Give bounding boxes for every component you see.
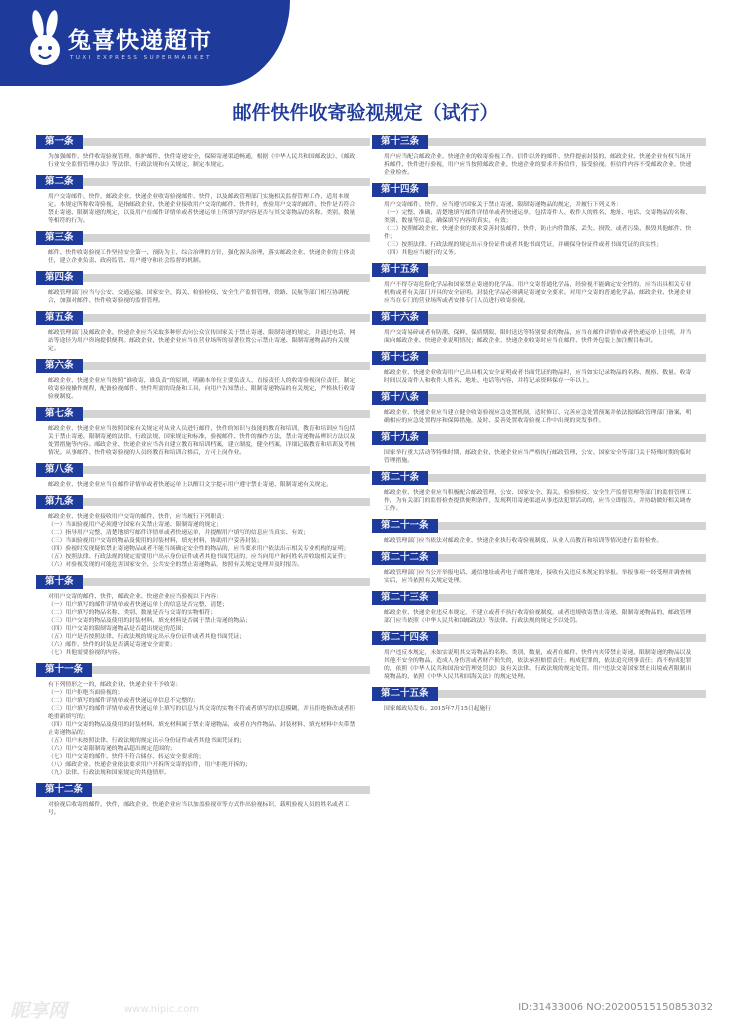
article-header [372,135,706,149]
article-header [36,175,370,189]
article-body: 邮政管理部门应当公开举报电话、通信地址或者电子邮件地址，接收有关违反本规定的举报。举报事项一经受理并调查核实后，应当依照有关规定处理。 [384,570,692,584]
header-bar [36,578,370,586]
article-body: 用户应当配合邮政企业、快递企业的收寄验视工作。信件以外的邮件、快件提前封装的，邮政企业、快递企业有权当场开拆邮件、快件进行验视，用户应当按照邮政企业、快递企业的要求开拆信件，接受验视。但信件内容不受邮政企业、快递企业检查。 [384,154,692,176]
article-header [372,431,706,445]
article-header [372,591,706,605]
article-header [372,551,706,565]
header-bar [36,362,370,370]
article-label: 第二十四条 [372,631,438,645]
article [372,687,706,713]
article-body: 邮政管理部门应当依法对邮政企业、快递企业执行收寄验视制度、从业人员教育和培训等情况进行监督检查。 [384,538,663,544]
article [36,231,370,265]
article [372,631,706,681]
right-column [372,135,706,990]
article-body: 用户交寄易碎或者有防潮、保鲜、保质期限、限时送达等特别要求的物品，应当在邮件详情单或者快递运单上注明，并当面向邮政企业、快递企业说明情况；邮政企业、快递企业收寄时应当在邮件、快件外包装上加注醒目标识。 [384,330,692,344]
brand-name: 兔喜快递超市 [68,28,212,54]
article-header [36,407,370,421]
article-label: 第十一条 [36,663,92,677]
article-body: 用户交寄邮件、快件，应当遵守国家关于禁止寄递、限制寄递物品的规定，并履行下列义务： （一）完整、准确、清楚地填写邮件详情单或者快递运单，包括寄件人、收件人的姓名、地址、电话、交寄物品的名称、类别、数量等信息，确保填写内容的真实、有效； （二）按照邮政企业、快递企业的要求妥善封装邮件、快件，防止内件散落、丢失、损毁，或者污染、损毁其他邮件、快件； （三）按照法律、行政法规的规定出示身份证件或者其他书面凭证，并确保身份证件或者书面凭证的真实性； （四）其他应当履行的义务。 [384,202,692,256]
article-label: 第四条 [36,271,83,285]
article [36,359,370,401]
header-bar [36,234,370,242]
article-label: 第十五条 [372,263,428,277]
article-label: 第二条 [36,175,83,189]
article-label: 第三条 [36,231,83,245]
article-body: 用户交寄邮件、快件，邮政企业、快递企业收寄验视邮件、快件，以及邮政管理部门实施相关监督管理工作，适用本规定。本规定所称收寄验视，是指邮政企业、快递企业接收用户交寄的邮件、快件时，查验用户交寄的邮件、快件是否符合禁止寄递、限制寄递的规定，以及用户在邮件详情单或者快递运单上所填写的内容是否与其交寄物品的名称、类别、数量等相符的行为。 [48,194,356,224]
article [36,575,370,657]
article-body: 国家举行重大活动等特殊时期，邮政企业、快递企业应当严格执行邮政管理、公安、国家安全等部门关于特殊时期的临时管理措施。 [384,450,692,464]
article-label: 第一条 [36,135,83,149]
article [372,351,706,385]
article-header [372,311,706,325]
header-bar [36,410,370,418]
article-body: 为加强邮件、快件收寄验视管理，维护邮件、快件寄递安全，保障寄递渠道畅通，根据《中华人民共和国邮政法》、《邮政行业安全监督管理办法》等法律、行政法规和有关规定，制定本规定。 [48,154,356,168]
watermark-url: www.nipic.com [124,1004,200,1015]
article-header [36,783,370,797]
article-label: 第十二条 [36,783,92,797]
header-bar [36,178,370,186]
brand-subtitle: TUXI EXPRESS SUPERMARKET [70,55,213,61]
article [372,183,706,257]
article-label: 第二十三条 [372,591,438,605]
article-body: 对验视后收寄的邮件、快件，邮政企业、快递企业应当以加盖验视章等方式作出验视标识，载明验视人员的姓名或者工号。 [48,802,350,816]
article-body: 对用户交寄的邮件、快件，邮政企业、快递企业应当验视以下内容： （一）用户填写的邮件详情单或者快递运单上的信息是否完整、清楚； （二）用户填写的物品名称、类别、数量是否与交寄的实物相符； （三）用户交寄的物品及使用的封装材料、填充材料是否属于禁止寄递的物品； （四）用户交寄的限制寄递物品是否超出规定的范围； （五）用户是否按照法律、行政法规的规定出示身份证件或者其他书面凭证； （六）邮件、快件的封装是否满足寄递安全需要； （七）其他需要验视的内容。 [48,594,251,656]
header-bar [36,498,370,506]
article-body: 邮政企业、快递企业接收用户交寄的邮件、快件，应当履行下列职责： （一）当面验视用户必须遵守国家有关禁止寄递、限制寄递的规定； （二）指导用户完整、清楚地填写邮件详情单或者快递运单，并提醒用户填写的信息应当真实、有效； （三）当面验视用户交寄的物品及使用的封装材料，填充材料，协助用户妥善封装； （四）验视时发现疑似禁止寄递物品或者不能当场确定安全性的物品的，应当要求用户依法出示相关专业机构的证明； （五）按照法律、行政法规的规定需要用户出示身份证件或者其他书面凭证的，应当向用户询问姓名并收取相关证件； （六）对验视发现的可能危害国家安全、公共安全的禁止寄递物品，按照有关规定处理并及时报告。 [48,514,350,568]
article-body: 邮件、快件收寄验视工作坚持安全第一、预防为主、综合治理的方针，强化源头治理，落实邮政企业、快递企业的主体责任，建立企业负责、政府监管、用户遵守和社会监督的机制。 [48,250,356,264]
article [36,783,370,817]
article [372,391,706,425]
article-label: 第九条 [36,495,83,509]
article [36,311,370,353]
article-label: 第五条 [36,311,83,325]
left-column [36,135,370,990]
article-label: 第十条 [36,575,83,589]
rabbit-logo-icon [24,10,66,70]
article-label: 第七条 [36,407,83,421]
article [372,311,706,345]
article-label: 第二十二条 [372,551,438,565]
article [36,495,370,569]
article [36,407,370,457]
article-header [372,631,706,645]
article-header [372,519,706,533]
article-header [36,663,370,677]
article-body: 邮政企业、快递企业应当按照国家有关规定对从业人员进行邮件、快件的知识与技能的教育和培训，教育和培训应当包括关于禁止寄递、限制寄递的法律、行政法规、国家规定和标准，验视邮件、快件的操作方法，禁止寄递物品辨识方法以及处置措施等内容。邮政企业、快递企业应当各自建立教育和培训档案，建立制度，健全档案，详细记载教育和培训及考核情况。从事邮件、快件收寄验视的人员经教育和培训合格后，方可上岗作业。 [48,426,356,456]
article-label: 第十八条 [372,391,428,405]
article-body: 邮政管理部门应当与公安、交通运输、国家安全、海关、检验检疫、安全生产监督管理、铁路、民航等部门相互协调配合，加强对邮件、快件收寄验视的监督管理。 [48,290,350,304]
article-header [372,351,706,365]
article-label: 第十六条 [372,311,428,325]
article [372,263,706,305]
article-label: 第八条 [36,463,83,477]
footer [0,990,731,1024]
header-banner [0,0,290,86]
document-title: 邮件快件收寄验视规定（试行） [232,102,499,124]
article [372,591,706,625]
article-header [36,463,370,477]
article-body: 邮政企业、快递企业收寄用户已出具相关安全证明或者书面凭证的物品时，应当如实记录物品的名称、规格、数量、收寄时间以及寄件人和收件人姓名、地址、电话等内容，并将记录资料保存一年以上。 [384,370,692,384]
article [372,471,706,513]
article-body: 国家邮政局发布。2015年7月15日起施行 [384,706,491,712]
article-header [372,183,706,197]
article [36,135,370,169]
article-label: 第二十条 [372,471,428,485]
article [36,663,370,777]
article-header [36,495,370,509]
article-header [36,135,370,149]
article-header [36,311,370,325]
article-label: 第六条 [36,359,83,373]
header-bar [36,314,370,322]
article-label: 第十七条 [372,351,428,365]
article-header [372,391,706,405]
article-header [36,359,370,373]
article-body: 邮政企业、快递企业应当在邮件详情单或者快递运单上以醒目文字提示用户遵守禁止寄递、限制寄递有关规定。 [48,482,333,488]
article [372,551,706,585]
article-label: 第十九条 [372,431,428,445]
article-label: 第二十五条 [372,687,438,701]
article-header [36,271,370,285]
article-body: 邮政企业、快递企业应当按照“谁收寄，谁负责”的原则，明确本单位主要负责人、直接责任人的收寄验视岗位责任，制定收寄验视操作规程，配备验视邮件、快件所需的设备和工具，向用户告知禁止、限制寄递物品的有关规定，严格执行收寄验视制度。 [48,378,356,400]
article-header [372,263,706,277]
article-body: 有下列情形之一的，邮政企业、快递企业不予收寄： （一）用户拒绝当面验视的； （二）用户填写的邮件详情单或者快递运单信息不完整的； （三）用户填写的邮件详情单或者快递运单上填写的信息与其交寄的实物不符或者填写的信息模糊，并且拒绝修改或者拒绝重新填写的； （四）用户交寄的物品及使用的封装材料、填充材料属于禁止寄递物品，或者在内件物品、封装材料、填充材料中夹带禁止寄递物品的； （五）用户未按照法律、行政法规的规定出示身份证件或者其他书面凭证的； （六）用户交寄限制寄递的物品超出规定范围的； （七）用户交寄的邮件、快件不符合储存、转运安全要求的； （八）邮政企业、快递企业依法要求用户开拆所交寄的信件，用户拒绝开拆的； （九）法律、行政法规和国家规定的其他情形。 [48,682,356,776]
article [36,271,370,305]
article-body: 邮政企业、快递企业应当建立健全收寄验视应急处置机制，适时修订、完善应急处置预案并依法报邮政管理部门备案，明确相应的应急处置程序和保障措施，及时、妥善处置收寄验视工作中出现的突发事件。 [384,410,692,424]
article-label: 第十三条 [372,135,428,149]
header-bar [36,138,370,146]
article-header [36,231,370,245]
article-body: 邮政企业、快递企业违反本规定，不建立或者不执行收寄验视制度，或者违规收寄禁止寄递、限制寄递物品的，邮政管理部门应当依照《中华人民共和国邮政法》等法律、行政法规的规定予以处罚。 [384,610,692,624]
article [372,519,706,545]
article-header [372,471,706,485]
article-body: 邮政企业、快递企业应当积极配合邮政管理、公安、国家安全、海关、检验检疫、安全生产监督管理等部门的监督管理工作，为有关部门的监督检查提供便利条件，发现利用寄递渠道从事违法犯罪活动的，应当立即报告，并协助做好相关调查工作。 [384,490,692,512]
article [36,463,370,489]
article-body: 用户不得夺寄危险化学品和国家禁止寄递的化学品。用户交寄普通化学品，经验视不能确定安全性的，应当出具相关专业机构或者有关部门开具的安全证明。封装化学品必须满足寄递安全要求。对用户交寄的普通化学品，邮政企业、快递企业应当在专门的营业场所或者安排专门人员进行收寄验视。 [384,282,692,304]
article-header [36,575,370,589]
article [36,175,370,225]
article-header [372,687,706,701]
article-body: 邮政管理部门及邮政企业、快递企业应当采取多种形式向公众宣传国家关于禁止寄递、限制寄递的规定，并通过电话、网站等途径为用户咨询提供便利。邮政企业、快递企业应当在营业场所的显著位置公示禁止寄递、限制寄递物品的有关规定。 [48,330,356,352]
article [372,431,706,465]
header-bar [36,274,370,282]
article-label: 第十四条 [372,183,428,197]
article [372,135,706,177]
header-bar [36,466,370,474]
article-label: 第二十一条 [372,519,438,533]
watermark-logo: 昵享网 [10,1000,68,1022]
image-id: ID:31433006 NO:20200515150853032 [518,1002,713,1013]
article-body: 用户违反本规定，未如实说明其交寄物品的名称、类别、数量，或者在邮件、快件内夹带禁止寄递、限制寄递的物品以及其他不安全的物品，造成人身伤害或者财产损失的，依法承担赔偿责任；构成犯罪的，依法追究刑事责任；尚不构成犯罪的，依照《中华人民共和国治安管理处罚法》及有关法律、行政法规的规定处罚。用户违法交寄国家禁止出境或者限制出境物品的，依照《中华人民共和国海关法》的规定处理。 [384,650,692,680]
